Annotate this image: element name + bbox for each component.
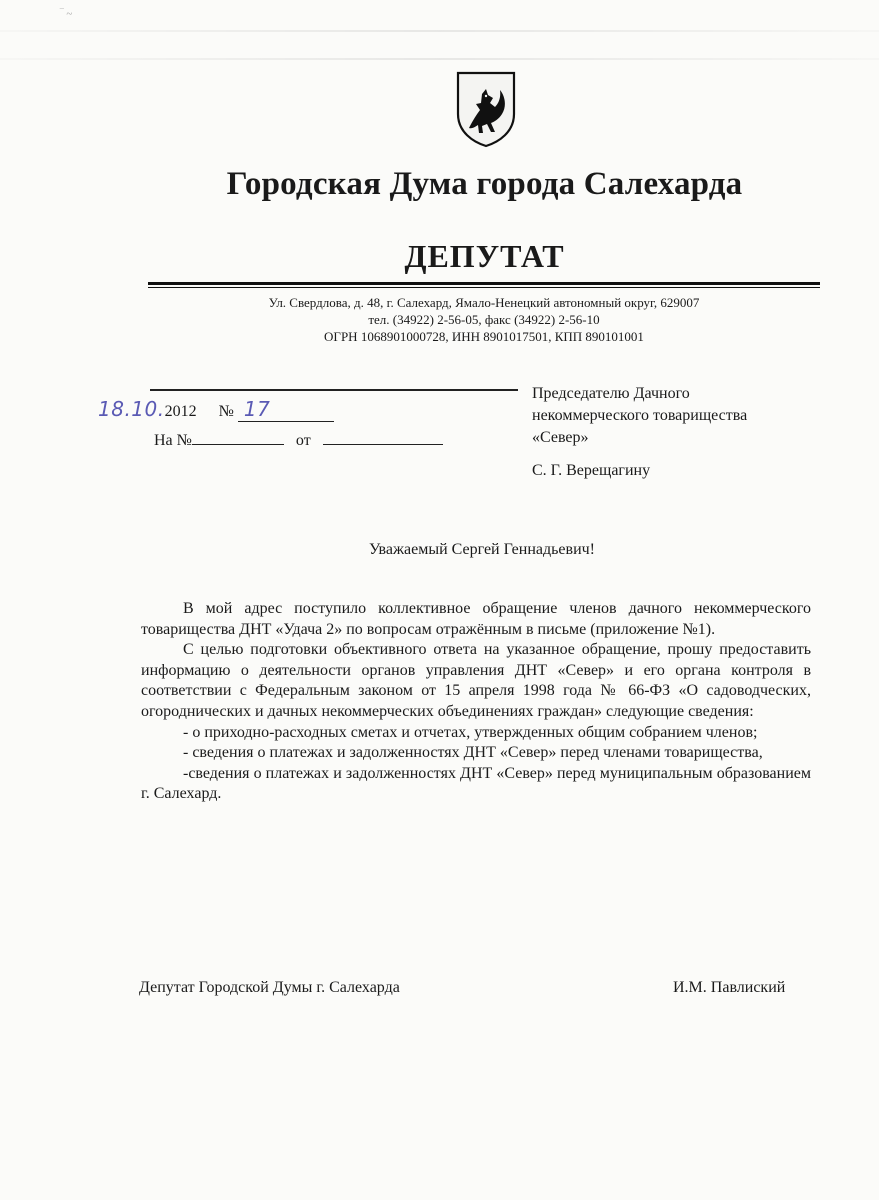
address-line: Ул. Свердлова, д. 48, г. Салехард, Ямало-Ненецкий автономный округ, 629007 <box>268 295 700 310</box>
outgoing-date-number <box>98 397 334 422</box>
registration-line: ОГРН 1068901000728, ИНН 8901017501, КПП 890101001 <box>324 329 644 344</box>
body-list-item: -сведения о платежах и задолженностях ДНТ «Север» перед муниципальным образованием г. Салехард. <box>141 764 811 803</box>
reply-number-label: На № <box>154 432 192 449</box>
outgoing-rule <box>150 389 518 391</box>
recipient-line: некоммерческого товарищества <box>532 407 748 424</box>
outgoing-year: 2012 <box>164 403 197 420</box>
signatory-title: Депутат Городской Думы г. Салехарда <box>139 979 400 996</box>
reply-number-blank <box>192 444 284 445</box>
reply-date-blank <box>323 444 443 445</box>
handwritten-number: 17 <box>243 397 271 421</box>
body-paragraph: В мой адрес поступило коллективное обращение членов дачного некоммерческого товарищества ДНТ «Удача 2» по вопросам отражённым в письме (приложение №1). <box>141 600 811 638</box>
header-divider-thin <box>148 287 820 288</box>
recipient-name: С. Г. Верещагину <box>532 462 651 479</box>
body-list-item: - о приходно-расходных сметах и отчетах, утвержденных общим собранием членов; <box>183 723 758 741</box>
signatory-name: И.М. Павлиский <box>673 979 786 996</box>
recipient-line: Председателю Дачного <box>532 385 690 402</box>
position-heading: ДЕПУТАТ <box>404 238 565 274</box>
scan-streak <box>0 58 879 60</box>
number-sign: № <box>218 403 234 420</box>
scan-artifact: ‾ ~ <box>60 8 73 20</box>
scan-streak <box>0 30 879 32</box>
header-divider <box>148 282 820 285</box>
reply-date-label: от <box>295 432 311 449</box>
contact-block <box>148 294 820 345</box>
outgoing-number-field <box>238 397 334 422</box>
organization-title: Городская Дума города Салехарда <box>226 166 743 202</box>
letter-body <box>141 599 811 805</box>
recipient-line: «Север» <box>532 429 589 446</box>
reply-reference <box>154 432 443 450</box>
recipient-block <box>532 383 747 449</box>
handwritten-date: 18.10. <box>98 397 165 421</box>
body-paragraph: С целью подготовки объективного ответа на указанное обращение, прошу предоставить информацию о деятельности органов управления ДНТ «Север» и его органа контроля в соответствии с Федеральным законом от 15 апреля 1998 года № 66-ФЗ «О садоводческих, огороднических и дачных некоммерческих объединениях граждан» следующие сведения: <box>141 641 811 720</box>
salutation: Уважаемый Сергей Геннадьевич! <box>368 541 596 558</box>
phone-line: тел. (34922) 2-56-05, факс (34922) 2-56-10 <box>368 312 600 327</box>
body-list-item: - сведения о платежах и задолженностях ДНТ «Север» перед членами товарищества, <box>183 744 763 762</box>
city-coat-of-arms-icon <box>455 70 517 148</box>
